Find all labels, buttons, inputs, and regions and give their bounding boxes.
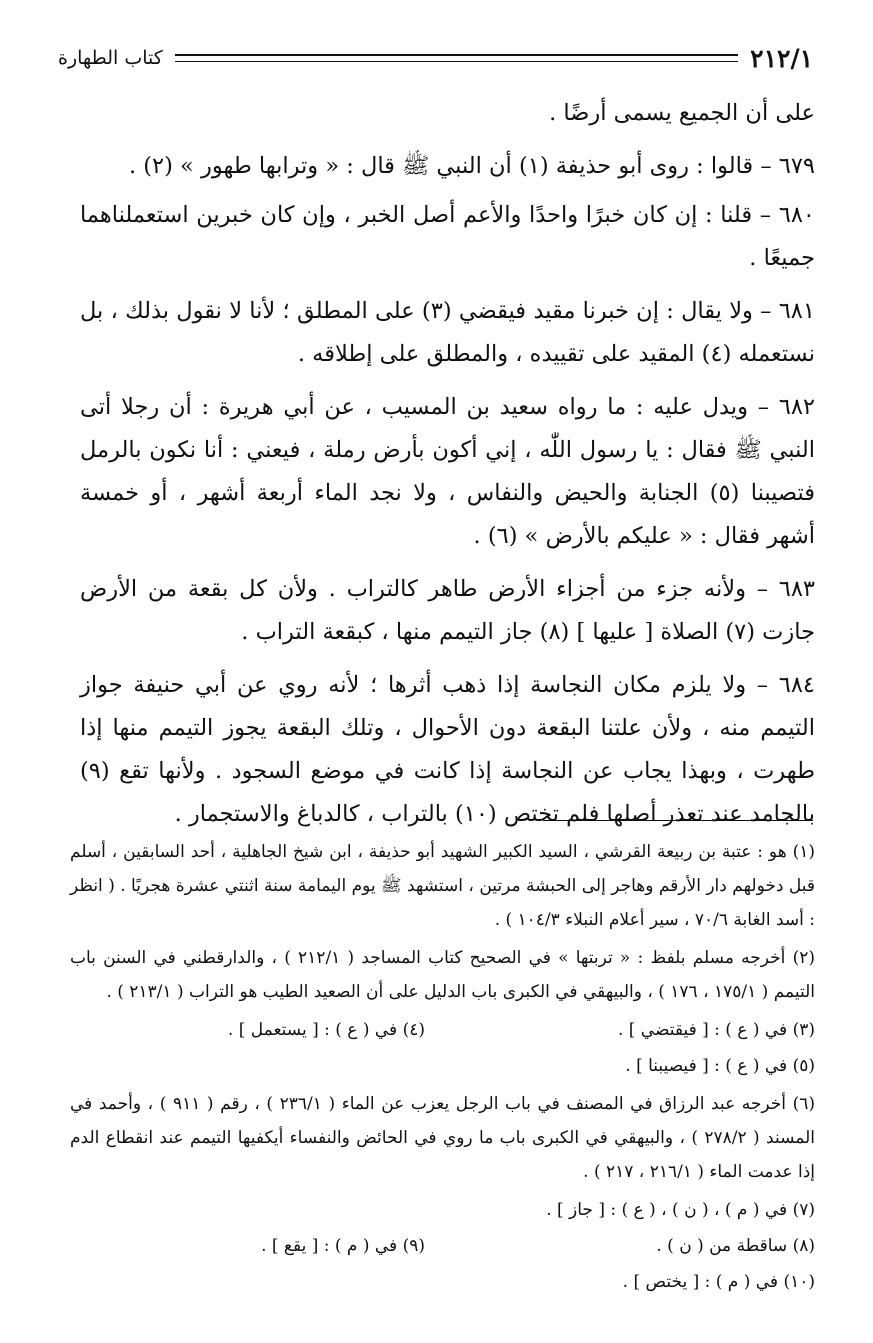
paragraph-684: ٦٨٤ – ولا يلزم مكان النجاسة إذا ذهب أثرها ؛ لأنه روي عن أبي حنيفة جواز التيمم منه ، ولأن علتنا البقعة دون الأحوال ، وتلك البقعة يجوز التيمم منها إذا طهرت ، وبهذا يجاب عن النجاسة إذا كانت في موضع السجود . ولأنها تقع (٩) بالجامد عند تعذر أصلها فلم تختص (١٠) بالتراب ، كالدباغ والاستجمار . xyxy=(80,672,815,827)
footnote-3: (٣) في ( ع ) : [ فيقتضي ] . xyxy=(617,1020,815,1040)
running-header xyxy=(58,38,813,78)
main-text xyxy=(80,92,815,842)
footnote-6: (٦) أخرجه عبد الرزاق في المصنف في باب الرجل يعزب عن الماء ( ٢٣٦/١ ) ، رقم ( ٩١١ ) ، وأحمد في المسند ( ٢٧٨/٢ ) ، والبيهقي في الكبرى باب ما روي في الحائض والنفساء أيكفيها التيمم عند انقطاع الدم إذا عدمت الماء ( ٢١٦/١ ، ٢١٧ ) . xyxy=(70,1094,816,1182)
footnote-10: (١٠) في ( م ) : [ يختص ] . xyxy=(622,1272,815,1292)
paragraph-679: ٦٧٩ – قالوا : روى أبو حذيفة (١) أن النبي ﷺ قال : « وترابها طهور » (٢) . xyxy=(128,153,815,179)
footnote-4: (٤) في ( ع ) : [ يستعمل ] . xyxy=(227,1020,425,1040)
footnote-5: (٥) في ( ع ) : [ فيصيبنا ] . xyxy=(625,1056,815,1076)
footnote-9: (٩) في ( م ) : [ يقع ] . xyxy=(261,1236,425,1256)
footnote-8: (٨) ساقطة من ( ن ) . xyxy=(656,1236,815,1256)
footnote-row-3-4 xyxy=(70,1013,815,1047)
book-title: كتاب الطهارة xyxy=(58,47,163,69)
footnote-2: (٢) أخرجه مسلم بلفظ : « تربتها » في الصحيح كتاب المساجد ( ٢١٢/١ ) ، والدارقطني في السنن باب التيمم ( ١٧٥/١ ، ١٧٦ ) ، والبيهقي في الكبرى باب الدليل على أن الصعيد الطيب هو التراب ( ٢١٣/١ ) . xyxy=(70,948,816,1002)
paragraph-682: ٦٨٢ – ويدل عليه : ما رواه سعيد بن المسيب ، عن أبي هريرة : أن رجلا أتى النبي ﷺ فقال : يا رسول اللّٰه ، إني أكون بأرض رملة ، فيعني : أنا نكون بالرمل فتصيبنا (٥) الجنابة والحيض والنفاس ، ولا نجد الماء أربعة أشهر ، أو خمسة أشهر فقال : « عليكم بالأرض » (٦) . xyxy=(80,394,815,549)
footnote-7: (٧) في ( م ) ، ( ن ) ، ( ع ) : [ جاز ] . xyxy=(546,1200,815,1220)
page-number: ٢١٢/١ xyxy=(750,43,813,73)
paragraph-680: ٦٨٠ – قلنا : إن كان خبرًا واحدًا والأعم أصل الخبر ، وإن كان خبرين استعملناهما جميعًا . xyxy=(80,202,815,271)
footnotes xyxy=(70,835,815,1303)
paragraph-683: ٦٨٣ – ولأنه جزء من أجزاء الأرض طاهر كالتراب . ولأن كل بقعة من الأرض جازت (٧) الصلاة [ عليها ] (٨) جاز التيمم منها ، كبقعة التراب . xyxy=(80,576,815,645)
paragraph-681: ٦٨١ – ولا يقال : إن خبرنا مقيد فيقضي (٣) على المطلق ؛ لأنا لا نقول بذلك ، بل نستعمله (٤) المقيد على تقييده ، والمطلق على إطلاقه . xyxy=(80,298,815,367)
footnote-row-7 xyxy=(70,1193,815,1227)
footnote-separator xyxy=(543,820,813,821)
footnote-row-8-9 xyxy=(70,1229,815,1263)
footnote-1: (١) هو : عتبة بن ربيعة القرشي ، السيد الكبير الشهيد أبو حذيفة ، ابن شيخ الجاهلية ، أحد السابقين ، أسلم قبل دخولهم دار الأرقم وهاجر إلى الحبشة مرتين ، استشهد ﷺ يوم اليمامة سنة اثنتي عشرة هجريًا . ( انظر : أسد الغابة ٧٠/٦ ، سير أعلام النبلاء ١٠٤/٣ ) . xyxy=(70,842,816,930)
header-rule xyxy=(175,54,738,62)
paragraph-continuation: على أن الجميع يسمى أرضًا . xyxy=(549,100,815,126)
